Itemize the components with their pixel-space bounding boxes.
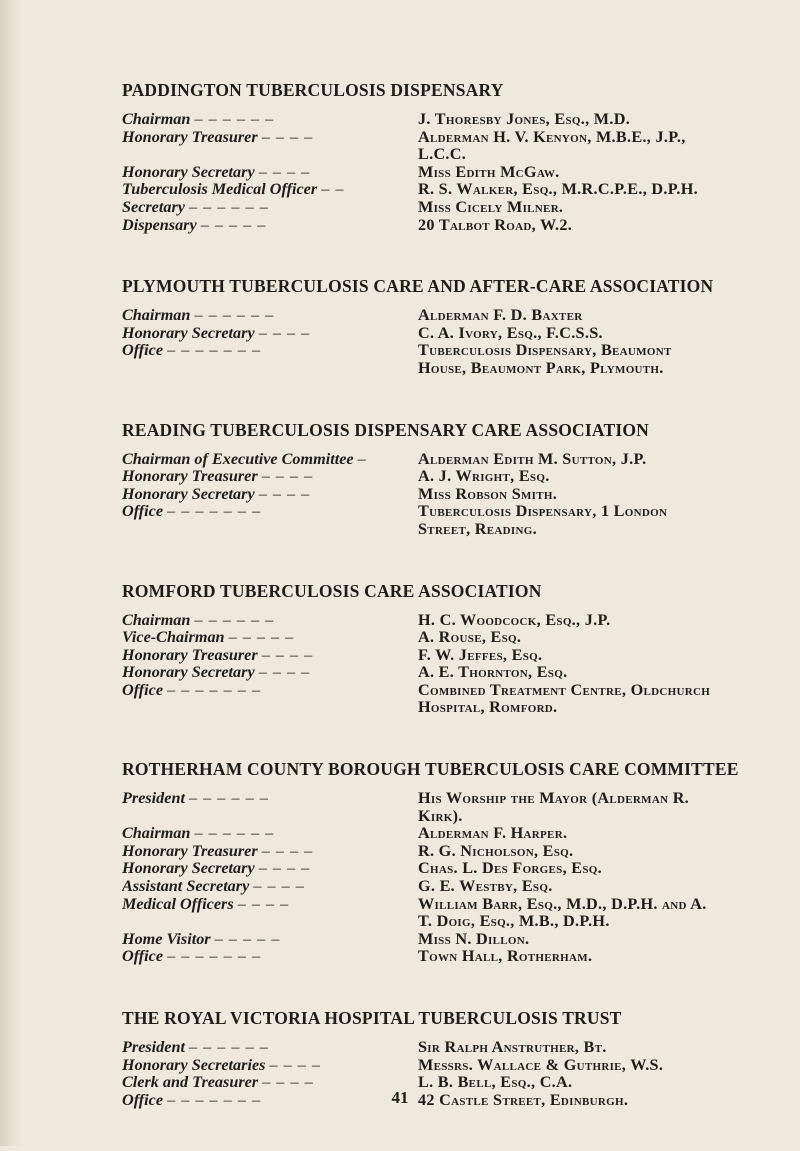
role-label-cell (122, 199, 418, 217)
officer-name: G. E. Westby, Esq. (418, 877, 553, 896)
role-label: Honorary Treasurer (122, 646, 258, 664)
leader-dashes: – – – – – – – (167, 503, 262, 521)
role-label: Secretary (122, 198, 185, 216)
role-label: Honorary Secretary (122, 664, 255, 682)
officer-row (122, 503, 722, 538)
officer-row (122, 878, 722, 896)
officer-row (122, 111, 722, 129)
leader-dashes: – (357, 450, 367, 468)
officer-name: Combined Treatment Centre, Oldchurch Hospital, Romford. (418, 680, 711, 717)
officer-row (122, 181, 722, 199)
leader-dashes: – – – – – – – (167, 948, 262, 966)
officer-row (122, 199, 722, 217)
role-label-cell (122, 486, 418, 504)
leader-dashes: – – – – (261, 468, 314, 486)
leader-dashes: – – – – – – – (167, 681, 262, 699)
officer-name: F. W. Jeffes, Esq. (418, 645, 543, 664)
role-label-cell (122, 896, 418, 931)
leader-dashes: – – – – (253, 878, 305, 896)
role-label: Medical Officers (122, 895, 234, 913)
role-label-cell (122, 682, 418, 717)
officer-row (122, 342, 722, 377)
officer-name: Tuberculosis Dispensary, Beaumont House, Beaumont Park, Plymouth. (418, 341, 672, 377)
leader-dashes: – – – – (261, 646, 314, 664)
officer-name: Town Hall, Rotherham. (418, 947, 593, 966)
leader-dashes: – – – – – (200, 216, 267, 234)
role-label-cell (122, 843, 418, 861)
association-section (122, 80, 722, 234)
leader-dashes: – – – – (262, 1074, 314, 1092)
officer-row (122, 129, 722, 164)
leader-dashes: – – – – – – (194, 111, 275, 128)
role-label: Honorary Secretaries (122, 1056, 266, 1074)
leader-dashes: – – – – – – – (167, 342, 262, 360)
officer-name: Miss N. Dillon. (418, 929, 530, 948)
association-section (122, 581, 722, 718)
role-label: Office (122, 948, 164, 966)
officer-name: R. G. Nicholson, Esq. (418, 841, 574, 860)
role-label-cell (122, 1039, 418, 1057)
role-label-cell (122, 825, 418, 843)
leader-dashes: – – – – (237, 895, 290, 913)
officer-row (122, 664, 722, 682)
role-label: Honorary Secretary (122, 860, 255, 878)
leader-dashes: – – – – – – (194, 825, 275, 843)
officer-row (122, 451, 722, 469)
role-label-cell (122, 342, 418, 377)
role-label: Honorary Treasurer (122, 842, 258, 860)
officer-name: Alderman F. D. Baxter (418, 306, 583, 325)
officer-name: Miss Robson Smith. (418, 484, 558, 503)
section-title: ROTHERHAM COUNTY BOROUGH TUBERCULOSIS CARE COMMITTEE (122, 759, 739, 780)
directory-page (122, 80, 739, 1151)
role-label-cell (122, 129, 418, 164)
role-label-cell (122, 1057, 418, 1075)
role-label: President (122, 1039, 185, 1056)
role-label: Honorary Treasurer (122, 128, 258, 146)
role-label-cell (122, 181, 418, 199)
role-label: Chairman (122, 307, 191, 325)
leader-dashes: – – – – (258, 664, 311, 682)
role-label-cell (122, 325, 418, 343)
role-label: Dispensary (122, 216, 197, 234)
officer-row (122, 307, 722, 325)
officer-name: J. Thoresby Jones, Esq., M.D. (418, 110, 631, 128)
role-label-cell (122, 948, 418, 966)
section-title: PLYMOUTH TUBERCULOSIS CARE AND AFTER-CARE ASSOCIATION (122, 276, 714, 297)
role-label: Assistant Secretary (122, 878, 250, 896)
role-label-cell (122, 878, 418, 896)
role-label-cell (122, 451, 418, 469)
officer-row (122, 1039, 722, 1057)
officer-row (122, 1057, 722, 1075)
leader-dashes: – – – – – – (189, 790, 269, 808)
leader-dashes: – – – – (269, 1056, 321, 1074)
officer-name: Miss Cicely Milner. (418, 197, 564, 216)
role-label: Office (122, 1091, 164, 1109)
officer-name: Chas. L. Des Forges, Esq. (418, 859, 602, 878)
officer-name: 42 Castle Street, Edinburgh. (418, 1090, 629, 1109)
role-label-cell (122, 111, 418, 129)
role-label: Chairman (122, 825, 191, 843)
role-label-cell (122, 790, 418, 825)
role-label-cell (122, 931, 418, 949)
officer-name: A. Rouse, Esq. (418, 628, 522, 647)
role-label: Honorary Secretary (122, 163, 255, 181)
officer-name: William Barr, Esq., M.D., D.P.H. and A. T. Doig, Esq., M.B., D.P.H. (418, 894, 707, 931)
role-label: President (122, 790, 185, 808)
officer-row (122, 629, 722, 647)
role-label: Tuberculosis Medical Officer (122, 181, 318, 199)
leader-dashes: – – – – – – (194, 611, 275, 629)
leader-dashes: – – – – (258, 163, 311, 181)
officer-name: R. S. Walker, Esq., M.R.C.P.E., D.P.H. (418, 180, 699, 199)
leader-dashes: – – – – – (228, 629, 295, 647)
officer-row (122, 825, 722, 843)
role-label-cell (122, 468, 418, 486)
role-label: Office (122, 342, 164, 360)
officer-row (122, 682, 722, 717)
officer-row (122, 468, 722, 486)
role-label-cell (122, 612, 418, 630)
officer-row (122, 647, 722, 665)
association-section (122, 420, 722, 539)
leader-dashes: – – – – (261, 128, 314, 146)
role-label-cell (122, 860, 418, 878)
page-edge-shadow (0, 0, 22, 1146)
section-title: THE ROYAL VICTORIA HOSPITAL TUBERCULOSIS TRUST (122, 1008, 622, 1028)
role-label: Clerk and Treasurer (122, 1074, 259, 1092)
officer-row (122, 931, 722, 949)
officer-row (122, 860, 722, 878)
leader-dashes: – – – – (258, 485, 311, 503)
officer-name: Alderman F. Harper. (418, 824, 568, 843)
officer-row (122, 164, 722, 182)
officer-row (122, 843, 722, 861)
officer-row (122, 612, 722, 630)
officer-name: Tuberculosis Dispensary, 1 London Street, Reading. (418, 502, 668, 538)
officer-row (122, 217, 722, 235)
officer-name: C. A. Ivory, Esq., F.C.S.S. (418, 323, 603, 342)
officer-name: His Worship the Mayor (Alderman R. Kirk). (418, 789, 690, 825)
role-label: Chairman (122, 611, 191, 629)
role-label-cell (122, 629, 418, 647)
role-label: Chairman of Executive Committee (122, 450, 354, 468)
leader-dashes: – – – – – (214, 930, 281, 948)
leader-dashes: – – (321, 181, 345, 199)
officer-name: 20 Talbot Road, W.2. (418, 215, 573, 234)
section-title: ROMFORD TUBERCULOSIS CARE ASSOCIATION (122, 580, 542, 601)
officer-name: Alderman Edith M. Sutton, J.P. (418, 449, 647, 468)
officer-name: A. E. Thornton, Esq. (418, 663, 568, 682)
officer-name: Messrs. Wallace & Guthrie, W.S. (418, 1055, 664, 1074)
role-label-cell (122, 217, 418, 235)
officer-row (122, 790, 722, 825)
role-label: Honorary Secretary (122, 485, 255, 503)
officer-name: Sir Ralph Anstruther, Bt. (418, 1038, 607, 1056)
role-label: Home Visitor (122, 930, 211, 948)
role-label: Honorary Treasurer (122, 468, 258, 486)
officer-row (122, 486, 722, 504)
page-number: 41 (391, 1088, 409, 1107)
association-section (122, 276, 722, 377)
officer-row (122, 948, 722, 966)
role-label-cell (122, 164, 418, 182)
role-label-cell (122, 503, 418, 538)
role-label: Honorary Secretary (122, 324, 255, 342)
leader-dashes: – – – – (258, 324, 311, 342)
leader-dashes: – – – – (261, 842, 314, 860)
leader-dashes: – – – – – – (189, 1039, 269, 1056)
officer-name: H. C. Woodcock, Esq., J.P. (418, 610, 611, 629)
officer-row (122, 325, 722, 343)
role-label-cell (122, 307, 418, 325)
officer-name: A. J. Wright, Esq. (418, 467, 550, 486)
leader-dashes: – – – – – – (194, 307, 275, 325)
role-label-cell (122, 647, 418, 665)
role-label: Office (122, 681, 164, 699)
section-title: PADDINGTON TUBERCULOSIS DISPENSARY (122, 80, 504, 100)
leader-dashes: – – – – – – – (167, 1091, 262, 1109)
officer-name: L. B. Bell, Esq., C.A. (418, 1073, 573, 1092)
section-title: READING TUBERCULOSIS DISPENSARY CARE ASSOCIATION (122, 419, 649, 440)
officer-row (122, 896, 722, 931)
role-label-cell (122, 664, 418, 682)
leader-dashes: – – – – (258, 860, 311, 878)
role-label: Vice-Chairman (122, 629, 225, 647)
officer-name: Miss Edith McGaw. (418, 162, 560, 181)
role-label: Chairman (122, 111, 191, 128)
role-label: Office (122, 503, 164, 521)
leader-dashes: – – – – – – (188, 198, 269, 216)
officer-name: Alderman H. V. Kenyon, M.B.E., J.P., L.C.C. (418, 127, 686, 164)
association-section (122, 759, 739, 966)
